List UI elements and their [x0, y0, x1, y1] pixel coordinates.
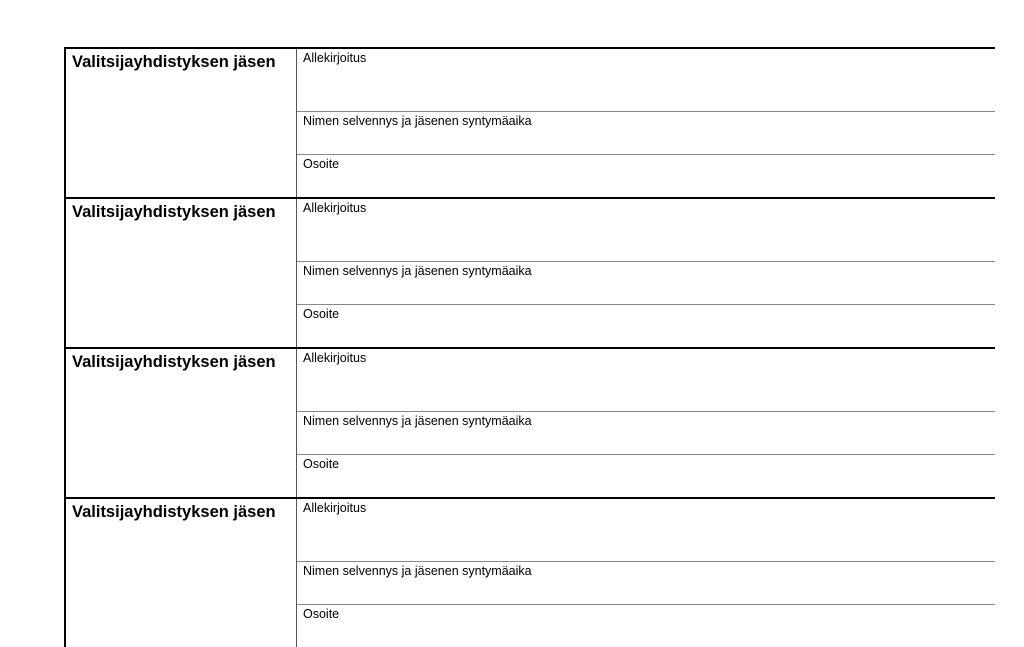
signature-field[interactable]: Allekirjoitus: [297, 499, 995, 562]
member-block: [66, 497, 995, 647]
signature-field[interactable]: Allekirjoitus: [297, 349, 995, 412]
address-field[interactable]: Osoite: [303, 457, 340, 471]
member-role-label: Valitsijayhdistyksen jäsen: [66, 49, 297, 197]
member-role-label: Valitsijayhdistyksen jäsen: [66, 199, 297, 347]
member-signature-table: [64, 47, 995, 647]
address-field[interactable]: Osoite: [303, 157, 340, 171]
member-fields: [297, 349, 995, 497]
member-role-label: Valitsijayhdistyksen jäsen: [66, 499, 297, 647]
address-field[interactable]: Osoite: [303, 607, 340, 621]
member-block: [66, 197, 995, 347]
name-and-birthdate-field[interactable]: Nimen selvennys ja jäsenen syntymäaika: [297, 112, 995, 155]
member-fields: [297, 499, 995, 647]
member-block: [66, 347, 995, 497]
name-and-birthdate-field[interactable]: Nimen selvennys ja jäsenen syntymäaika: [297, 262, 995, 305]
member-role-label: Valitsijayhdistyksen jäsen: [66, 349, 297, 497]
member-block: [66, 47, 995, 197]
name-and-birthdate-field[interactable]: Nimen selvennys ja jäsenen syntymäaika: [297, 562, 995, 605]
address-field[interactable]: Osoite: [303, 307, 340, 321]
name-and-birthdate-field[interactable]: Nimen selvennys ja jäsenen syntymäaika: [297, 412, 995, 455]
signature-field[interactable]: Allekirjoitus: [297, 49, 995, 112]
member-fields: [297, 199, 995, 347]
signature-field[interactable]: Allekirjoitus: [297, 199, 995, 262]
member-fields: [297, 49, 995, 197]
